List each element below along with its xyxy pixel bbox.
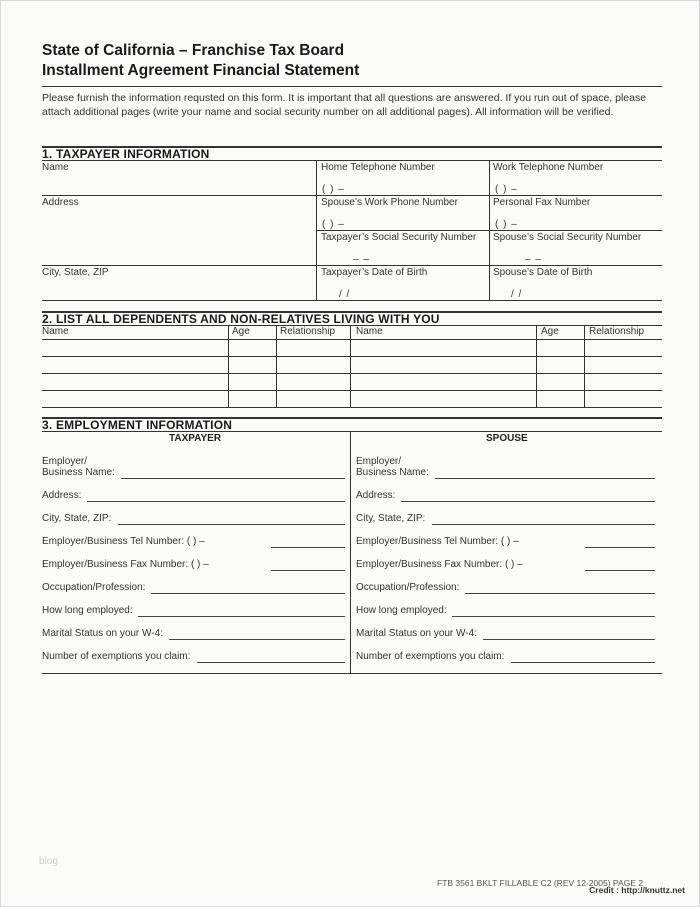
tp-city-field[interactable] — [118, 524, 345, 525]
section3-heading: 3. EMPLOYMENT INFORMATION — [42, 418, 233, 432]
sp-occupation-field[interactable] — [465, 593, 655, 594]
credit-text: Credit : http://knuttz.net — [589, 885, 685, 895]
dep-divider — [350, 325, 351, 407]
section1-row-rule-2 — [316, 230, 662, 231]
sp-employer-label-2: Business Name: — [356, 467, 429, 478]
section1-heading: 1. TAXPAYER INFORMATION — [42, 147, 210, 161]
section2-header-rule — [42, 325, 662, 326]
spouse-dob-field[interactable]: / / — [511, 289, 523, 300]
dep-row-rule — [42, 339, 662, 340]
intro-text: Please furnish the information requsted on this form. It is important that all questions are answered. If you run out of space, please attach additional pages (write your name and social security number on all additional pages). All information will be verified. — [42, 92, 647, 118]
sp-exemptions-label: Number of exemptions you claim: — [356, 651, 505, 662]
work-tel-label: Work Telephone Number — [493, 162, 604, 173]
sp-address-field[interactable] — [401, 501, 655, 502]
sp-employer-field[interactable] — [435, 478, 655, 479]
dep-col-age-2: Age — [541, 326, 559, 337]
taxpayer-heading: TAXPAYER — [169, 433, 222, 444]
spouse-heading: SPOUSE — [486, 433, 528, 444]
tp-marital-label: Marital Status on your W-4: — [42, 628, 163, 639]
spouse-ssn-field[interactable]: – – — [525, 254, 542, 265]
tp-how-long-label: How long employed: — [42, 605, 133, 616]
section1-row-rule-1 — [42, 195, 662, 196]
tp-tel-label: Employer/Business Tel Number: ( ) – — [42, 536, 205, 547]
spouse-work-field[interactable]: ( ) – — [322, 219, 345, 230]
sp-fax-label: Employer/Business Fax Number: ( ) – — [356, 559, 523, 570]
section1-row-rule-3 — [42, 265, 662, 266]
tp-how-long-field[interactable] — [138, 616, 345, 617]
name-label: Name — [42, 162, 69, 173]
personal-fax-label: Personal Fax Number — [493, 197, 591, 208]
spouse-dob-label: Spouse’s Date of Birth — [493, 267, 593, 278]
spouse-ssn-label: Spouse’s Social Security Number — [493, 232, 642, 243]
tp-marital-field[interactable] — [169, 639, 345, 640]
tp-exemptions-field[interactable] — [197, 662, 345, 663]
dep-divider — [536, 325, 537, 407]
sp-marital-label: Marital Status on your W-4: — [356, 628, 477, 639]
tp-tel-field[interactable] — [271, 547, 345, 548]
dep-row-rule — [42, 407, 662, 408]
sp-tel-label: Employer/Business Tel Number: ( ) – — [356, 536, 519, 547]
dep-row-rule — [42, 390, 662, 391]
taxpayer-dob-field[interactable]: / / — [339, 289, 351, 300]
sp-how-long-label: How long employed: — [356, 605, 447, 616]
dep-row-rule — [42, 356, 662, 357]
section3-bottom-rule — [42, 673, 662, 674]
section1-bottom-rule — [42, 300, 662, 301]
sp-exemptions-field[interactable] — [511, 662, 655, 663]
work-tel-field[interactable]: ( ) – — [495, 184, 518, 195]
sp-occupation-label: Occupation/Profession: — [356, 582, 460, 593]
home-tel-label: Home Telephone Number — [321, 162, 435, 173]
dep-divider — [228, 325, 229, 407]
title-line-2: Installment Agreement Financial Statement — [42, 62, 360, 79]
tp-employer-field[interactable] — [121, 478, 345, 479]
tp-employer-label-1: Employer/ — [42, 456, 88, 467]
dep-col-name-2: Name — [356, 326, 383, 337]
dep-col-rel-1: Relationship — [280, 326, 336, 337]
sp-employer-label-1: Employer/ — [356, 456, 402, 467]
dep-col-name-1: Name — [42, 326, 69, 337]
sp-how-long-field[interactable] — [452, 616, 655, 617]
employment-divider — [350, 431, 351, 673]
sp-tel-field[interactable] — [585, 547, 655, 548]
tp-address-field[interactable] — [87, 501, 345, 502]
city-label: City, State, ZIP — [42, 267, 109, 278]
form-id: FTB 3561 BKLT FILLABLE C2 (REV 12-2005) PAGE 2 — [437, 878, 643, 888]
sp-marital-field[interactable] — [483, 639, 655, 640]
spouse-work-label: Spouse’s Work Phone Number — [321, 197, 458, 208]
sp-fax-field[interactable] — [585, 570, 655, 571]
section2-heading: 2. LIST ALL DEPENDENTS AND NON-RELATIVES LIVING WITH YOU — [42, 312, 440, 326]
sp-city-field[interactable] — [432, 524, 655, 525]
tp-address-label: Address: — [42, 490, 82, 501]
address-label: Address — [42, 197, 79, 208]
dep-divider — [276, 325, 277, 407]
title-rule — [42, 86, 662, 87]
tp-city-label: City, State, ZIP: — [42, 513, 112, 524]
title-line-1: State of California – Franchise Tax Board — [42, 42, 345, 59]
tp-occupation-label: Occupation/Profession: — [42, 582, 146, 593]
sp-address-label: Address: — [356, 490, 396, 501]
tp-fax-field[interactable] — [271, 570, 345, 571]
personal-fax-field[interactable]: ( ) – — [495, 219, 518, 230]
section3-header-rule — [42, 431, 662, 432]
form-title — [42, 41, 359, 81]
dep-col-age-1: Age — [232, 326, 250, 337]
section1-header-rule — [42, 160, 662, 161]
taxpayer-ssn-label: Taxpayer’s Social Security Number — [321, 232, 477, 243]
tp-occupation-field[interactable] — [151, 593, 345, 594]
dep-col-rel-2: Relationship — [589, 326, 645, 337]
dep-row-rule — [42, 373, 662, 374]
taxpayer-ssn-field[interactable]: – – — [353, 254, 370, 265]
tp-employer-label-2: Business Name: — [42, 467, 115, 478]
sp-city-label: City, State, ZIP: — [356, 513, 426, 524]
home-tel-field[interactable]: ( ) – — [322, 184, 345, 195]
dep-divider — [584, 325, 585, 407]
tp-exemptions-label: Number of exemptions you claim: — [42, 651, 191, 662]
taxpayer-dob-label: Taxpayer’s Date of Birth — [321, 267, 428, 278]
watermark: blog — [39, 856, 58, 867]
tp-fax-label: Employer/Business Fax Number: ( ) – — [42, 559, 209, 570]
